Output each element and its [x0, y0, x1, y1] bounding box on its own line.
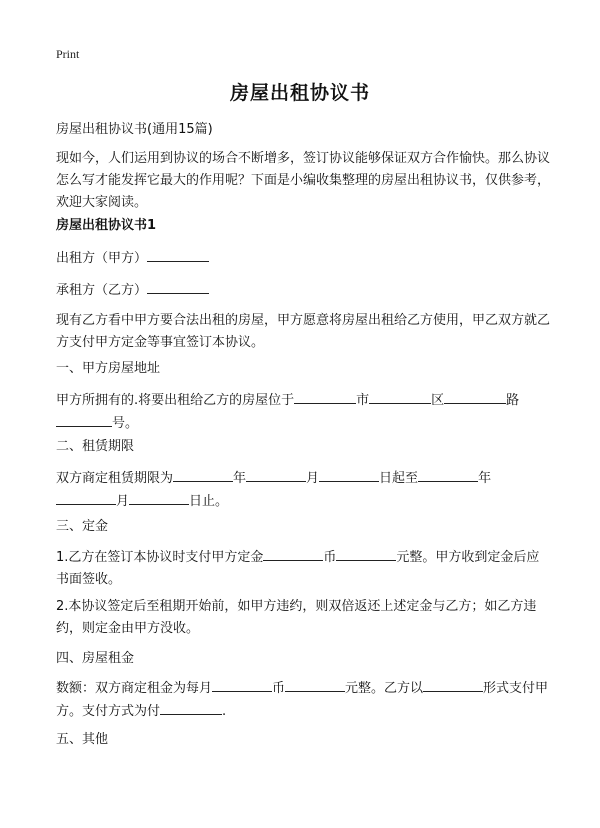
lessee-line [56, 279, 550, 302]
rent-amount-blank [285, 677, 345, 692]
deposit1-amount-label: 元整。甲方收到定金后应书面签收。 [56, 550, 540, 587]
address-district-label: 区 [431, 393, 445, 408]
rent-form-blank [423, 677, 483, 692]
heading-deposit: 三、定金 [56, 519, 109, 534]
address-city-label: 市 [356, 393, 370, 408]
address-district-blank [369, 389, 431, 404]
term-year2-label: 年 [478, 471, 492, 486]
rent-method-blank [160, 700, 222, 715]
deposit-paragraph-1 [56, 546, 550, 591]
rent-currency-label: 币 [272, 681, 286, 696]
term-day-blank [319, 467, 379, 482]
lessee-label: 承租方（乙方） [56, 283, 148, 298]
deposit1-prefix: 1.乙方在签订本协议时支付甲方定金 [56, 550, 264, 565]
address-road-label: 路 [506, 393, 520, 408]
term-month2-label: 月 [116, 494, 130, 509]
term-day-end-label: 日止。 [189, 494, 229, 509]
heading-address: 一、甲方房屋地址 [56, 361, 161, 376]
address-number-label: 号。 [112, 416, 139, 431]
term-month-blank [246, 467, 306, 482]
term-month-label: 月 [306, 471, 320, 486]
intro-paragraph: 现如今，人们运用到协议的场合不断增多，签订协议能够保证双方合作愉快。那么协议怎么写才能发挥它最大的作用呢？下面是小编收集整理的房屋出租协议书，仅供参考，欢迎大家阅读。 [56, 151, 551, 210]
document-subtitle: 房屋出租协议书(通用15篇) [56, 122, 213, 137]
rent-prefix: 数额：双方商定租金为每月 [56, 681, 213, 696]
lessor-label: 出租方（甲方） [56, 251, 148, 266]
heading-rent: 四、房屋租金 [56, 651, 135, 666]
address-paragraph [56, 389, 550, 435]
rent-currency-blank [212, 677, 272, 692]
lessor-line [56, 247, 550, 270]
deposit1-currency-blank [263, 546, 323, 561]
lessor-blank [147, 247, 209, 262]
deposit-paragraph-2: 2.本协议签定后至租期开始前，如甲方违约，则双倍返还上述定金与乙方；如乙方违约，则定金由甲方没收。 [56, 599, 537, 636]
term-paragraph [56, 467, 550, 513]
document-title: 房屋出租协议书 [229, 82, 370, 104]
lessee-blank [147, 279, 209, 294]
address-prefix: 甲方所拥有的.将要出租给乙方的房屋位于 [56, 393, 295, 408]
deposit1-currency-label: 币 [323, 550, 337, 565]
rent-end-punct: . [222, 704, 227, 719]
term-year-blank [173, 467, 233, 482]
address-city-blank [294, 389, 356, 404]
heading-term: 二、租赁期限 [56, 439, 135, 454]
deposit1-amount-blank [336, 546, 396, 561]
preamble-paragraph: 现有乙方看中甲方要合法出租的房屋，甲方愿意将房屋出租给乙方使用，甲乙双方就乙方支付甲方定金等事宜签订本协议。 [56, 313, 551, 350]
rent-amount-label: 元整。乙方以 [345, 681, 424, 696]
rent-paragraph [56, 677, 550, 723]
term-prefix: 双方商定租赁期限为 [56, 471, 174, 486]
print-link[interactable]: Print [56, 47, 80, 61]
rent-form-label: 形式支付甲方。支付方式为付 [56, 681, 549, 719]
address-number-blank [56, 412, 112, 427]
term-month2-blank [56, 490, 116, 505]
section-heading: 房屋出租协议书1 [56, 218, 157, 233]
heading-other: 五、其他 [56, 732, 109, 747]
term-day-from-label: 日起至 [379, 471, 419, 486]
address-road-blank [444, 389, 506, 404]
term-year2-blank [418, 467, 478, 482]
term-year-label: 年 [233, 471, 247, 486]
term-day2-blank [129, 490, 189, 505]
